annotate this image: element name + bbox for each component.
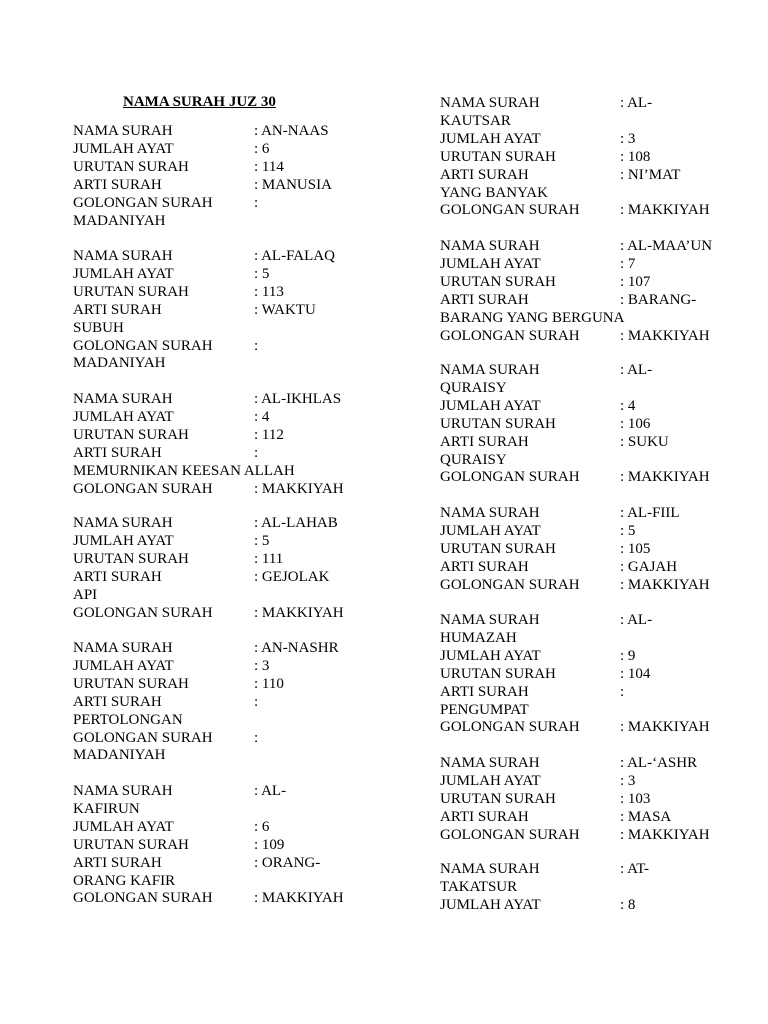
field-label: GOLONGAN SURAH: [73, 195, 213, 211]
field-label: GOLONGAN SURAH: [73, 730, 213, 746]
field-value: : AL-: [620, 612, 653, 628]
field-label: ARTI SURAH: [73, 177, 162, 193]
field-label: ARTI SURAH: [440, 167, 529, 183]
field-value: : 5: [254, 266, 270, 282]
field-label: URUTAN SURAH: [440, 541, 556, 557]
field-label: ARTI SURAH: [440, 559, 529, 575]
field-value: : AT-: [620, 861, 650, 877]
field-label: JUMLAH AYAT: [73, 819, 174, 835]
field-label: URUTAN SURAH: [73, 551, 189, 567]
field-label: ARTI SURAH: [73, 855, 162, 871]
field-label: NAMA SURAH: [440, 755, 540, 771]
field-value: :: [620, 684, 625, 700]
field-label: URUTAN SURAH: [73, 676, 189, 692]
field-value: : 3: [620, 131, 636, 147]
field-value: : 3: [620, 773, 636, 789]
field-label: JUMLAH AYAT: [440, 773, 541, 789]
field-label: URUTAN SURAH: [440, 416, 556, 432]
field-label: PENGUMPAT: [440, 702, 529, 718]
field-label: KAUTSAR: [440, 113, 511, 129]
field-label: ARTI SURAH: [73, 445, 162, 461]
field-value: : AL-FALAQ: [254, 248, 335, 264]
field-value: : 105: [620, 541, 651, 557]
field-value: : 6: [254, 819, 270, 835]
field-value: : 114: [254, 159, 284, 175]
field-label: ARTI SURAH: [440, 434, 529, 450]
field-value: : MAKKIYAH: [620, 827, 710, 843]
field-label: JUMLAH AYAT: [440, 897, 541, 913]
field-value: : BARANG-: [620, 292, 697, 308]
field-label: NAMA SURAH: [73, 391, 173, 407]
field-value: : 4: [620, 398, 636, 414]
field-label: GOLONGAN SURAH: [440, 202, 580, 218]
field-value: : MAKKIYAH: [254, 605, 344, 621]
field-value: : WAKTU: [254, 302, 316, 318]
field-value: : GAJAH: [620, 559, 678, 575]
field-label: JUMLAH AYAT: [73, 266, 174, 282]
field-label: GOLONGAN SURAH: [73, 338, 213, 354]
field-label: URUTAN SURAH: [73, 837, 189, 853]
field-label: JUMLAH AYAT: [73, 141, 174, 157]
field-label: ARTI SURAH: [440, 684, 529, 700]
field-value: : MAKKIYAH: [620, 202, 710, 218]
field-value: : AL-: [620, 362, 653, 378]
field-value: : AN-NASHR: [254, 640, 339, 656]
field-label: MEMURNIKAN KEESAN ALLAH: [73, 463, 295, 479]
field-value: : 104: [620, 666, 651, 682]
field-label: GOLONGAN SURAH: [440, 827, 580, 843]
field-value: : 112: [254, 427, 284, 443]
field-value: : 6: [254, 141, 270, 157]
field-label: ARTI SURAH: [440, 809, 529, 825]
field-value: : 111: [254, 551, 284, 567]
field-value: : 108: [620, 149, 651, 165]
field-label: GOLONGAN SURAH: [440, 577, 580, 593]
field-label: JUMLAH AYAT: [440, 131, 541, 147]
field-value: :: [254, 730, 259, 746]
field-label: URUTAN SURAH: [73, 159, 189, 175]
field-label: JUMLAH AYAT: [73, 409, 174, 425]
field-label: API: [73, 587, 98, 603]
field-label: ORANG KAFIR: [73, 873, 176, 889]
field-value: : 9: [620, 648, 636, 664]
field-value: : AN-NAAS: [254, 123, 329, 139]
field-value: :: [254, 445, 259, 461]
field-label: JUMLAH AYAT: [440, 648, 541, 664]
field-label: NAMA SURAH: [440, 95, 540, 111]
field-value: : AL-FIIL: [620, 505, 680, 521]
field-label: QURAISY: [440, 452, 507, 468]
field-value: : MASA: [620, 809, 672, 825]
field-label: GOLONGAN SURAH: [440, 328, 580, 344]
field-label: NAMA SURAH: [440, 362, 540, 378]
field-value: : 109: [254, 837, 285, 853]
field-value: : MAKKIYAH: [254, 890, 344, 906]
field-value: : AL-‘ASHR: [620, 755, 698, 771]
field-label: MADANIYAH: [73, 355, 166, 371]
field-label: NAMA SURAH: [73, 515, 173, 531]
field-label: YANG BANYAK: [440, 185, 548, 201]
field-value: : 113: [254, 284, 284, 300]
field-label: ARTI SURAH: [73, 694, 162, 710]
field-label: GOLONGAN SURAH: [440, 719, 580, 735]
field-value: : 107: [620, 274, 651, 290]
field-label: BARANG YANG BERGUNA: [440, 310, 625, 326]
field-value: : AL-: [620, 95, 653, 111]
field-value: : AL-MAA’UN: [620, 238, 713, 254]
field-value: : 110: [254, 676, 284, 692]
document-title: NAMA SURAH JUZ 30: [123, 94, 276, 110]
field-label: NAMA SURAH: [73, 640, 173, 656]
field-value: : 5: [620, 523, 636, 539]
field-label: MADANIYAH: [73, 213, 166, 229]
field-label: NAMA SURAH: [440, 612, 540, 628]
field-label: NAMA SURAH: [440, 861, 540, 877]
field-label: NAMA SURAH: [73, 783, 173, 799]
field-value: : MAKKIYAH: [620, 328, 710, 344]
field-label: KAFIRUN: [73, 801, 140, 817]
field-label: SUBUH: [73, 320, 124, 336]
field-value: : ORANG-: [254, 855, 321, 871]
field-value: : 103: [620, 791, 651, 807]
field-label: URUTAN SURAH: [440, 666, 556, 682]
field-value: :: [254, 338, 259, 354]
field-label: JUMLAH AYAT: [440, 523, 541, 539]
field-value: : 4: [254, 409, 270, 425]
field-value: : 8: [620, 897, 636, 913]
field-value: : MAKKIYAH: [620, 577, 710, 593]
field-label: TAKATSUR: [440, 879, 518, 895]
field-label: MADANIYAH: [73, 747, 166, 763]
field-value: : NI’MAT: [620, 167, 681, 183]
field-label: PERTOLONGAN: [73, 712, 183, 728]
field-label: JUMLAH AYAT: [440, 256, 541, 272]
field-value: : 5: [254, 533, 270, 549]
field-label: QURAISY: [440, 380, 507, 396]
field-label: JUMLAH AYAT: [73, 658, 174, 674]
field-label: ARTI SURAH: [440, 292, 529, 308]
field-label: JUMLAH AYAT: [440, 398, 541, 414]
field-value: : AL-: [254, 783, 287, 799]
field-label: HUMAZAH: [440, 630, 517, 646]
field-value: : MAKKIYAH: [620, 719, 710, 735]
field-label: NAMA SURAH: [73, 248, 173, 264]
field-value: :: [254, 195, 259, 211]
field-label: NAMA SURAH: [440, 238, 540, 254]
field-label: GOLONGAN SURAH: [440, 469, 580, 485]
field-label: NAMA SURAH: [440, 505, 540, 521]
field-value: : MAKKIYAH: [620, 469, 710, 485]
field-label: URUTAN SURAH: [73, 284, 189, 300]
field-value: :: [254, 694, 259, 710]
field-label: GOLONGAN SURAH: [73, 890, 213, 906]
field-label: URUTAN SURAH: [440, 149, 556, 165]
field-value: : MAKKIYAH: [254, 481, 344, 497]
field-label: GOLONGAN SURAH: [73, 481, 213, 497]
field-label: URUTAN SURAH: [440, 274, 556, 290]
field-value: : 7: [620, 256, 636, 272]
field-value: : AL-LAHAB: [254, 515, 338, 531]
field-value: : 106: [620, 416, 651, 432]
field-value: : 3: [254, 658, 270, 674]
field-label: JUMLAH AYAT: [73, 533, 174, 549]
field-label: ARTI SURAH: [73, 302, 162, 318]
field-value: : GEJOLAK: [254, 569, 330, 585]
field-label: NAMA SURAH: [73, 123, 173, 139]
field-label: GOLONGAN SURAH: [73, 605, 213, 621]
field-value: : MANUSIA: [254, 177, 332, 193]
field-value: : SUKU: [620, 434, 669, 450]
field-value: : AL-IKHLAS: [254, 391, 342, 407]
field-label: URUTAN SURAH: [73, 427, 189, 443]
field-label: URUTAN SURAH: [440, 791, 556, 807]
field-label: ARTI SURAH: [73, 569, 162, 585]
